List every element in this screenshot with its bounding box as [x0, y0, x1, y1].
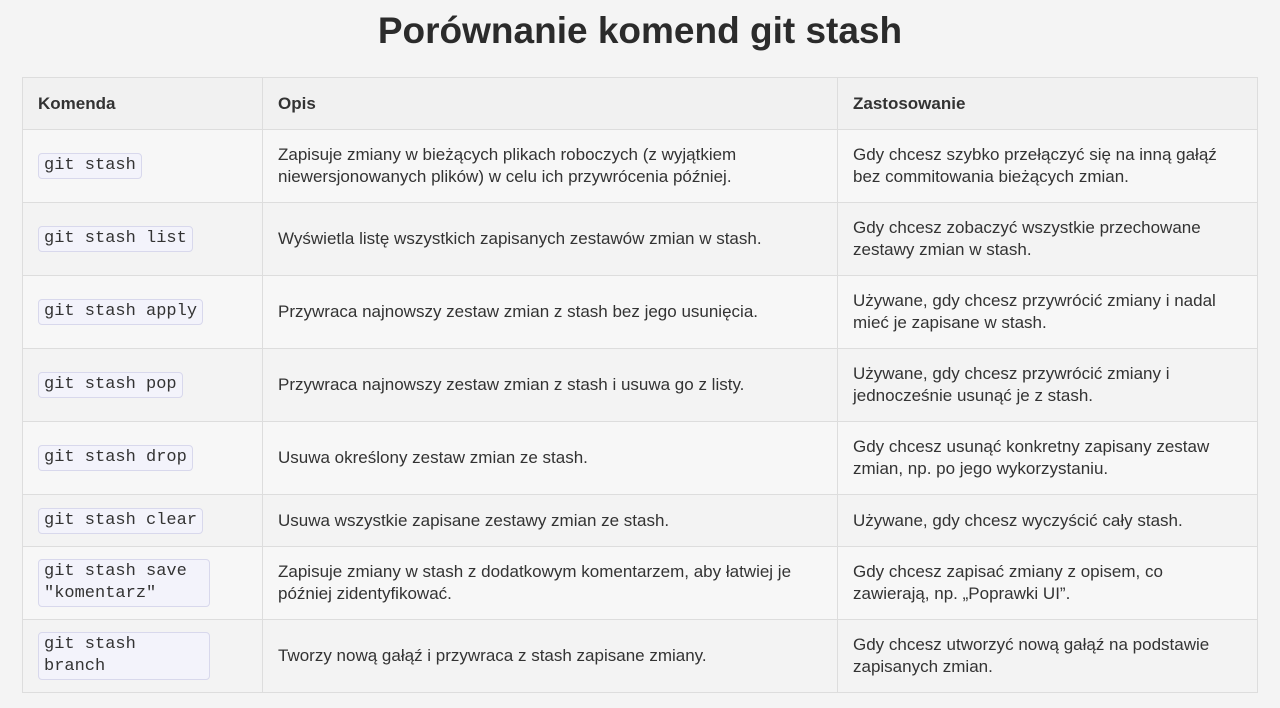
- table-row: [23, 276, 1258, 349]
- usage-cell: Używane, gdy chcesz przywrócić zmiany i jednocześnie usunąć je z stash.: [838, 349, 1258, 422]
- usage-cell: Gdy chcesz szybko przełączyć się na inną gałąź bez commitowania bieżących zmian.: [838, 130, 1258, 203]
- command-code: git stash: [38, 153, 142, 179]
- table-row: [23, 349, 1258, 422]
- usage-cell: Gdy chcesz usunąć konkretny zapisany zestaw zmian, np. po jego wykorzystaniu.: [838, 422, 1258, 495]
- description-cell: Usuwa określony zestaw zmian ze stash.: [263, 422, 838, 495]
- table-row: [23, 620, 1258, 693]
- command-code: git stash pop: [38, 372, 183, 398]
- description-cell: Przywraca najnowszy zestaw zmian z stash i usuwa go z listy.: [263, 349, 838, 422]
- command-code: git stash save "komentarz": [38, 559, 210, 607]
- usage-cell: Gdy chcesz zapisać zmiany z opisem, co zawierają, np. „Poprawki UI”.: [838, 547, 1258, 620]
- header-command: Komenda: [23, 78, 263, 130]
- header-description: Opis: [263, 78, 838, 130]
- table-header-row: [23, 78, 1258, 130]
- command-cell: [23, 495, 263, 547]
- description-cell: Wyświetla listę wszystkich zapisanych zestawów zmian w stash.: [263, 203, 838, 276]
- command-code: git stash list: [38, 226, 193, 252]
- command-cell: [23, 203, 263, 276]
- command-code: git stash branch: [38, 632, 210, 680]
- description-cell: Tworzy nową gałąź i przywraca z stash zapisane zmiany.: [263, 620, 838, 693]
- page-title: Porównanie komend git stash: [377, 10, 903, 51]
- description-cell: Usuwa wszystkie zapisane zestawy zmian ze stash.: [263, 495, 838, 547]
- command-cell: [23, 130, 263, 203]
- usage-cell: Używane, gdy chcesz wyczyścić cały stash.: [838, 495, 1258, 547]
- command-cell: [23, 620, 263, 693]
- usage-cell: Gdy chcesz zobaczyć wszystkie przechowane zestawy zmian w stash.: [838, 203, 1258, 276]
- header-usage: Zastosowanie: [838, 78, 1258, 130]
- table-row: [23, 422, 1258, 495]
- command-cell: [23, 349, 263, 422]
- comparison-table: [22, 77, 1258, 693]
- table-row: [23, 547, 1258, 620]
- table-row: [23, 130, 1258, 203]
- description-cell: Zapisuje zmiany w stash z dodatkowym komentarzem, aby łatwiej je później zidentyfikować.: [263, 547, 838, 620]
- command-code: git stash apply: [38, 299, 203, 325]
- description-cell: Przywraca najnowszy zestaw zmian z stash bez jego usunięcia.: [263, 276, 838, 349]
- command-code: git stash drop: [38, 445, 193, 471]
- command-cell: [23, 422, 263, 495]
- command-cell: [23, 547, 263, 620]
- usage-cell: Używane, gdy chcesz przywrócić zmiany i nadal mieć je zapisane w stash.: [838, 276, 1258, 349]
- table-row: [23, 495, 1258, 547]
- description-cell: Zapisuje zmiany w bieżących plikach roboczych (z wyjątkiem niewersjonowanych plików) w celu ich przywrócenia później.: [263, 130, 838, 203]
- command-cell: [23, 276, 263, 349]
- command-code: git stash clear: [38, 508, 203, 534]
- table-row: [23, 203, 1258, 276]
- usage-cell: Gdy chcesz utworzyć nową gałąź na podstawie zapisanych zmian.: [838, 620, 1258, 693]
